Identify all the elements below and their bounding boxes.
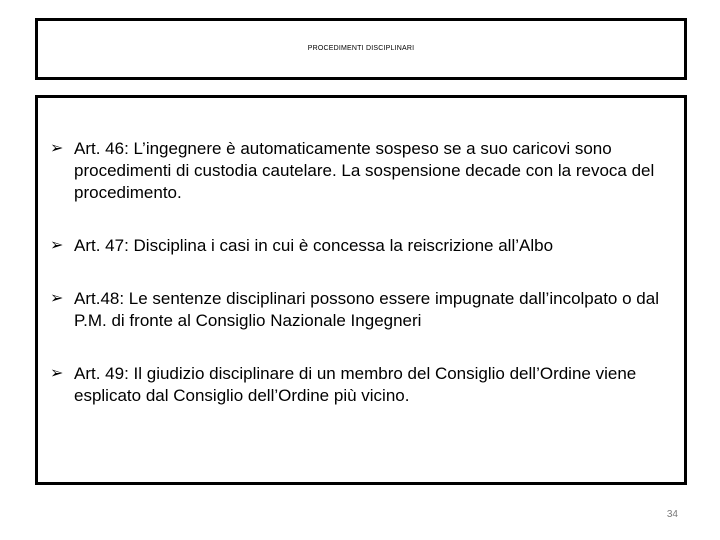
list-item-text: Art.48: Le sentenze disciplinari possono essere impugnate dall’incolpato o dal P.M. di fronte al Consiglio Nazionale Ingegneri	[74, 289, 659, 330]
list-item-text: Art. 49: Il giudizio disciplinare di un membro del Consiglio dell’Ordine viene esplicato dal Consiglio dell’Ordine più vicino.	[74, 364, 637, 405]
title-box	[35, 18, 687, 80]
list-item-text: Art. 46: L’ingegnere è automaticamente sospeso se a suo caricovi sono procedimenti di custodia cautelare. La sospensione decade con la revoca del procedimento.	[74, 139, 655, 202]
list-item	[50, 235, 690, 257]
content-box	[35, 95, 687, 485]
bullet-list	[50, 138, 690, 438]
arrow-bullet-icon: ➢	[50, 237, 64, 254]
list-item	[50, 288, 690, 332]
list-item	[50, 138, 690, 204]
page-number: 34	[666, 509, 678, 520]
arrow-bullet-icon: ➢	[50, 290, 64, 307]
slide-title: PROCEDIMENTI DISCIPLINARI	[307, 45, 415, 52]
list-item	[50, 363, 690, 407]
list-item-text: Art. 47: Disciplina i casi in cui è concessa la reiscrizione all’Albo	[74, 236, 554, 255]
arrow-bullet-icon: ➢	[50, 365, 64, 382]
arrow-bullet-icon: ➢	[50, 140, 64, 157]
